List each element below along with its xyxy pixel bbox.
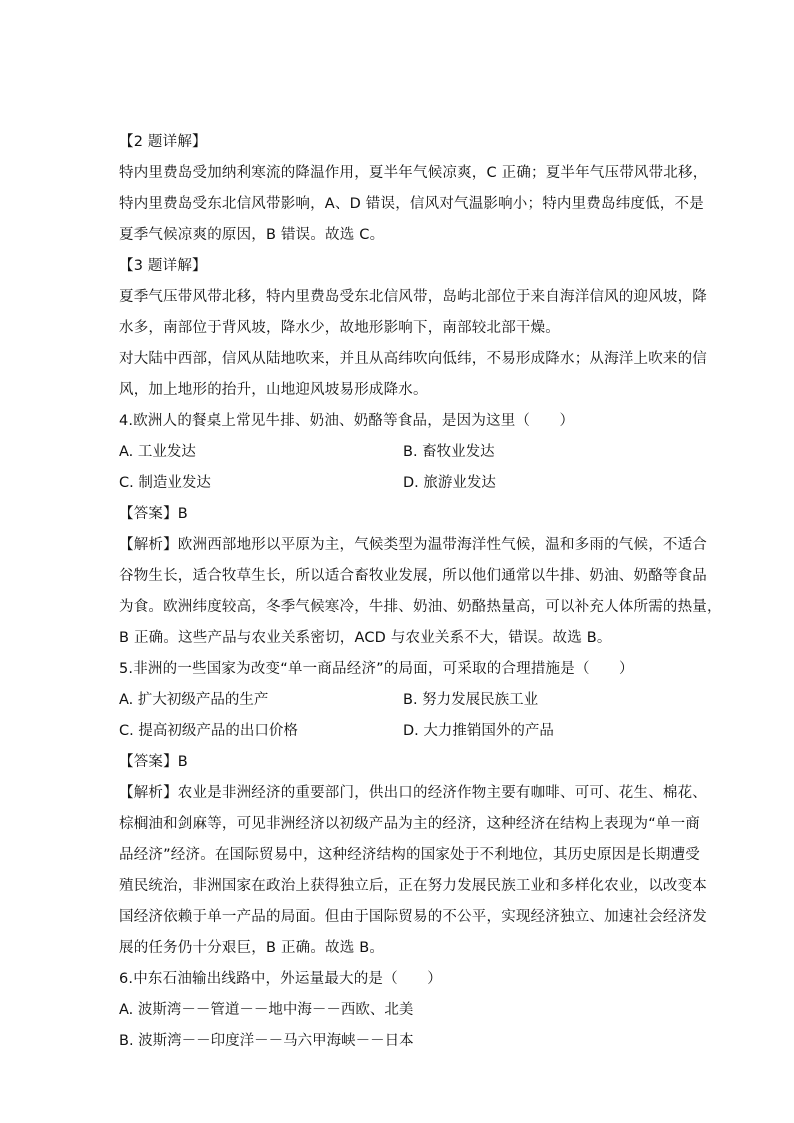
section-3-line: 对大陆中西部，信风从陆地吹来，并且从高纬吹向低纬，不易形成降水；从海洋上吹来的信 [119,351,707,367]
question-6-stem: 6.中东石油输出线路中，外运量最大的是（ ） [119,971,442,987]
question-6-option-a: A. 波斯湾－－管道－－地中海－－西欧、北美 [119,1002,414,1018]
question-4-analysis-line: B 正确。这些产品与农业关系密切，ACD 与农业关系不大，错误。故选 B。 [119,630,612,646]
question-5-option-c: C. 提高初级产品的出口价格 [119,723,298,739]
question-4-option-c: C. 制造业发达 [119,475,211,491]
question-5-analysis-line: 品经济”经济。在国际贸易中，这种经济结构的国家处于不利地位，其历史原因是长期遭受 [119,847,701,863]
section-2-line: 夏季气候凉爽的原因，B 错误。故选 C。 [119,227,385,243]
section-2-line: 特内里费岛受东北信风带影响，A、D 错误，信风对气温影响小；特内里费岛纬度低，不是 [119,196,704,212]
section-3-heading: 【3 题详解】 [119,258,207,274]
section-2-heading: 【2 题详解】 [119,134,207,150]
question-5-option-b: B. 努力发展民族工业 [403,692,539,708]
section-3-line: 夏季气压带风带北移，特内里费岛受东北信风带，岛屿北部位于来自海洋信风的迎风坡，降 [119,289,707,305]
question-6-option-b: B. 波斯湾－－印度洋－－马六甲海峡－－日本 [119,1033,414,1049]
question-4-option-a: A. 工业发达 [119,444,196,460]
question-4-analysis-line: 谷物生长，适合牧草生长，所以适合畜牧业发展，所以他们通常以牛排、奶油、奶酪等食品 [119,568,707,584]
question-5-answer: 【答案】B [119,754,188,770]
question-4-analysis-line: 为食。欧洲纬度较高，冬季气候寒冷，牛排、奶油、奶酪热量高，可以补充人体所需的热量， [119,599,722,615]
section-3-line: 水多，南部位于背风坡，降水少，故地形影响下，南部较北部干燥。 [119,320,560,336]
question-5-analysis-line: 殖民统治，非洲国家在政治上获得独立后，正在努力发展民族工业和多样化农业，以改变本 [119,878,707,894]
question-5-analysis-line: 棕榈油和剑麻等，可见非洲经济以初级产品为主的经济，这种经济在结构上表现为“单一商 [119,816,701,832]
question-4-analysis-line: 【解析】欧洲西部地形以平原为主，气候类型为温带海洋性气候，温和多雨的气候，不适合 [119,537,707,553]
question-5-analysis-line: 展的任务仍十分艰巨，B 正确。故选 B。 [119,940,385,956]
question-5-analysis-line: 【解析】农业是非洲经济的重要部门，供出口的经济作物主要有咖啡、可可、花生、棉花、 [119,785,707,801]
question-4-stem: 4.欧洲人的餐桌上常见牛排、奶油、奶酪等食品，是因为这里（ ） [119,413,575,429]
question-4-option-d: D. 旅游业发达 [403,475,496,491]
question-5-analysis-line: 国经济依赖于单一产品的局面。但由于国际贸易的不公平，实现经济独立、加速社会经济发 [119,909,707,925]
question-5-option-d: D. 大力推销国外的产品 [403,723,554,739]
question-5-option-a: A. 扩大初级产品的生产 [119,692,269,708]
section-3-line: 风，加上地形的抬升，山地迎风坡易形成降水。 [119,382,428,398]
section-2-line: 特内里费岛受加纳利寒流的降温作用，夏半年气候凉爽，C 正确；夏半年气压带风带北移， [119,165,708,181]
question-5-stem: 5.非洲的一些国家为改变“单一商品经济”的局面，可采取的合理措施是（ ） [119,661,634,677]
question-4-option-b: B. 畜牧业发达 [403,444,495,460]
question-4-answer: 【答案】B [119,506,188,522]
